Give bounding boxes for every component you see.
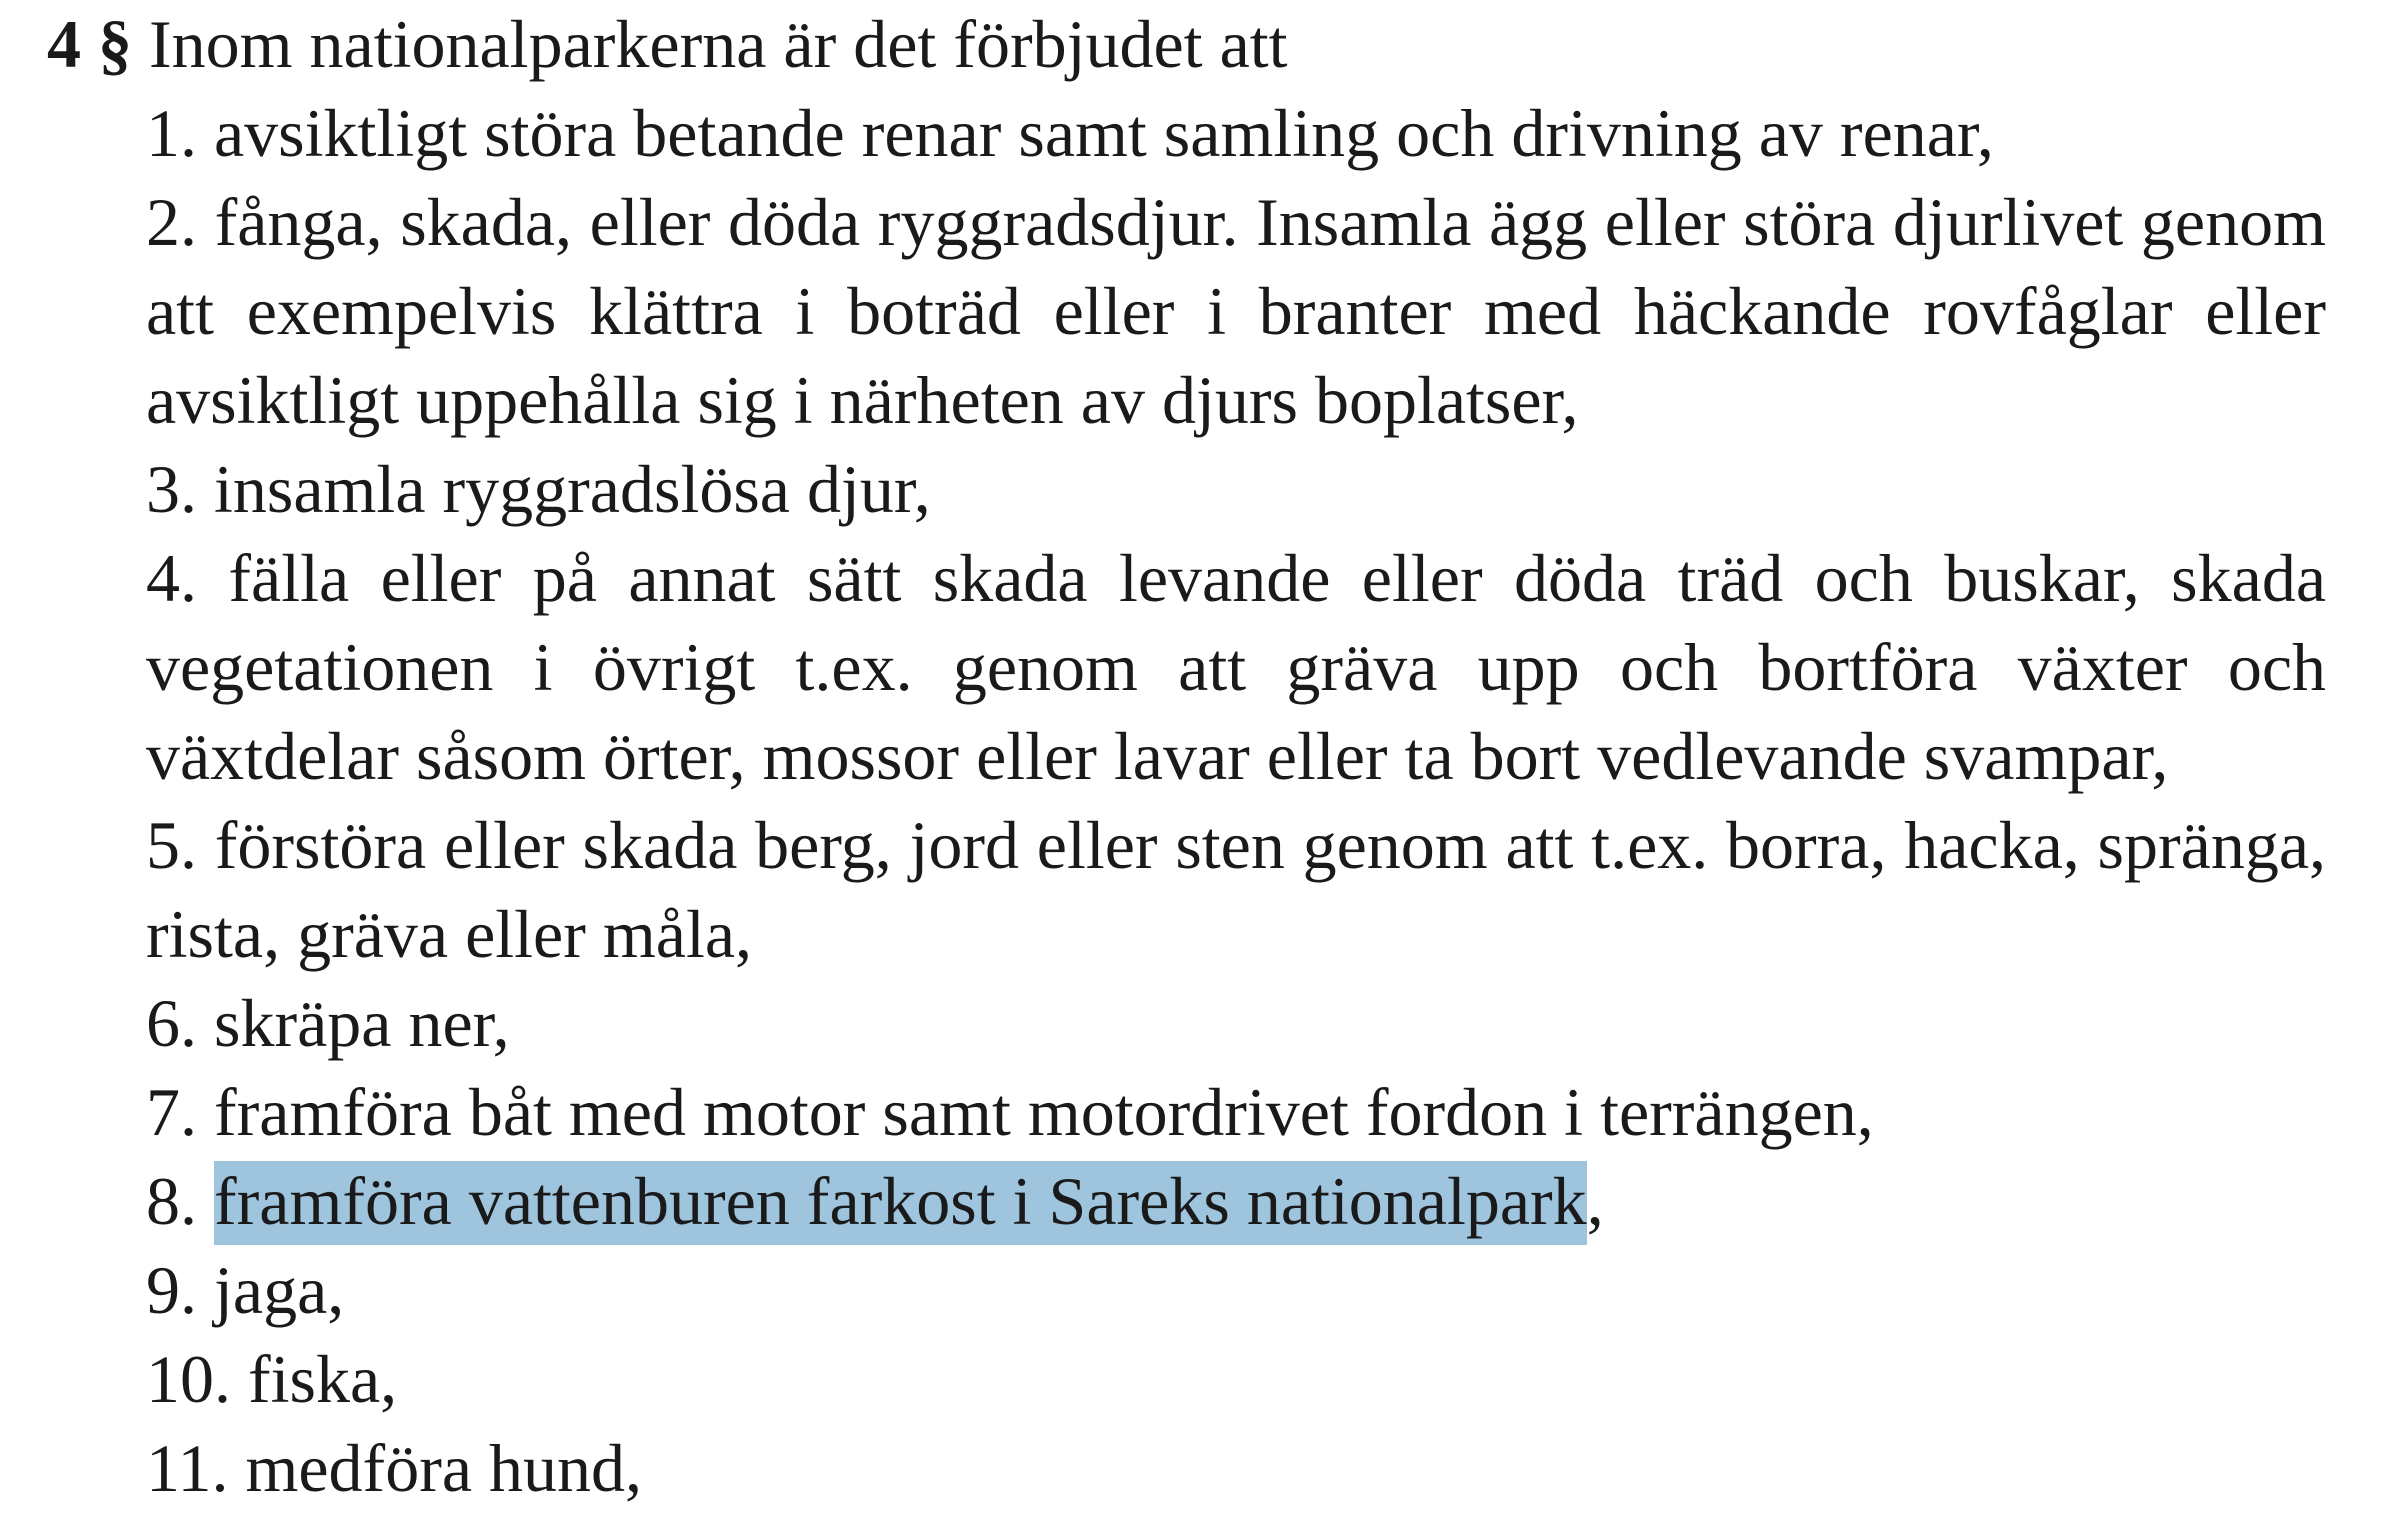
item-text: insamla ryggradslösa djur, [214, 451, 931, 527]
section-4 [47, 0, 2337, 1513]
list-item [146, 979, 2326, 1068]
list-item [146, 1157, 2326, 1246]
item-number: 3. [146, 451, 197, 527]
item-number: 9. [146, 1252, 197, 1328]
item-number: 8. [146, 1163, 197, 1239]
list-item [146, 534, 2326, 801]
list-item [146, 1424, 2326, 1513]
item-number: 11. [146, 1430, 229, 1506]
prohibition-list [47, 89, 2337, 1513]
list-item [146, 801, 2326, 979]
item-number: 6. [146, 985, 197, 1061]
item-number: 4. [146, 540, 197, 616]
item-text: fälla eller på annat sätt skada levande eller döda träd och buskar, skada vegetationen i övrigt t.ex. genom att gräva upp och bortföra växter och växtdelar såsom örter, mossor eller lavar eller ta bort vedlevande svampar, [146, 540, 2327, 794]
list-item [146, 89, 2326, 178]
section-heading [47, 0, 2337, 89]
item-text: fiska, [248, 1341, 398, 1417]
list-item [146, 178, 2326, 445]
section-number: 4 § [47, 6, 132, 82]
list-item [146, 1335, 2326, 1424]
item-text: fånga, skada, eller döda ryggradsdjur. Insamla ägg eller störa djurlivet genom att exempelvis klättra i boträd eller i branter med häckande rovfåglar eller avsiktligt uppehålla sig i närheten av djurs boplatser, [146, 184, 2326, 438]
item-text: avsiktligt störa betande renar samt samling och drivning av renar, [214, 95, 1994, 171]
item-number: 1. [146, 95, 197, 171]
item-text: skräpa ner, [214, 985, 510, 1061]
list-item [146, 445, 2326, 534]
item-number: 5. [146, 807, 197, 883]
item-text: medföra hund, [245, 1430, 643, 1506]
item-text: jaga, [214, 1252, 345, 1328]
item-number: 7. [146, 1074, 197, 1150]
item-text-suffix: , [1586, 1163, 1604, 1239]
item-text: framföra båt med motor samt motordrivet fordon i terrängen, [214, 1074, 1874, 1150]
list-item [146, 1068, 2326, 1157]
item-number: 10. [146, 1341, 231, 1417]
list-item [146, 1246, 2326, 1335]
item-text: förstöra eller skada berg, jord eller sten genom att t.ex. borra, hacka, spränga, rista, gräva eller måla, [146, 807, 2327, 972]
item-number: 2. [146, 184, 197, 260]
text-selection-highlight[interactable]: framföra vattenburen farkost i Sareks nationalpark [214, 1161, 1587, 1245]
section-intro: Inom nationalparkerna är det förbjudet att [149, 6, 1288, 82]
